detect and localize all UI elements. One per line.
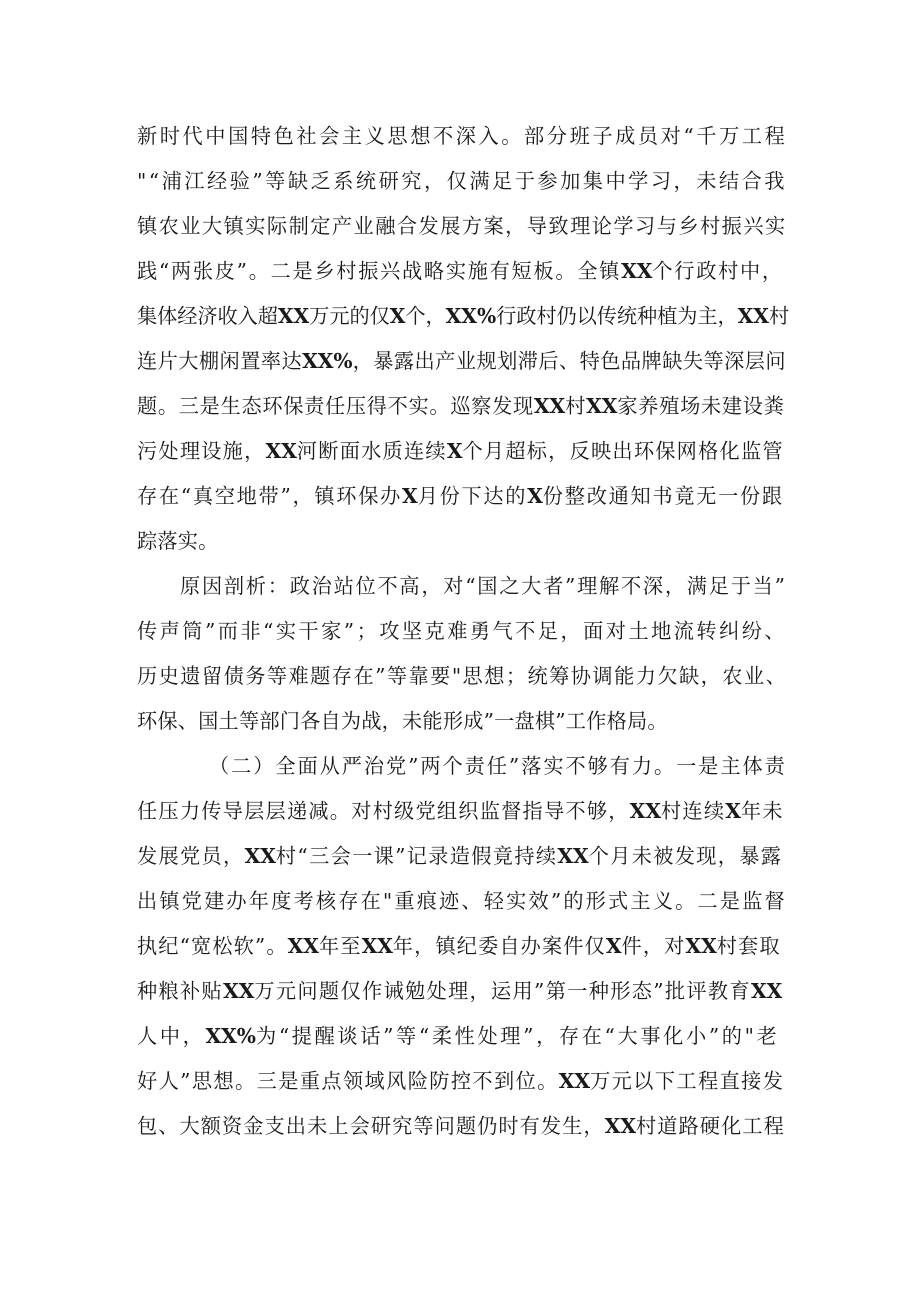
paragraph-2-line-3: 历史遗留债务等难题存在”等靠要"思想；统筹协调能力欠缺，农业、 bbox=[137, 664, 788, 688]
paragraph-3-line-8: 好人”思想。三是重点领域风险防控不到位。XX万元以下工程直接发 bbox=[137, 1069, 785, 1093]
paragraph-2-line-1: 原因剖析：政治站位不高，对“国之大者”理解不深，满足于当” bbox=[180, 574, 787, 598]
paragraph-1-line-7: 题。三是生态环保责任压得不实。巡察发现XX村XX家养殖场未建设粪 bbox=[137, 394, 785, 418]
paragraph-3-line-6: 种粮补贴XX万元问题仅作诫勉处理，运用”第一种形态”批评教育XX bbox=[137, 979, 783, 1003]
paragraph-3-line-3: 发展党员，XX村“三会一课”记录造假竟持续XX个月未被发现，暴露 bbox=[137, 844, 783, 868]
paragraph-1-line-10: 踪落实。 bbox=[137, 529, 219, 553]
paragraph-1-line-8: 污处理设施，XX河断面水质连续X个月超标，反映出环保网格化监管 bbox=[137, 439, 784, 463]
paragraph-3-line-2: 任压力传导层层递减。对村级党组织监督指导不够，XX村连续X年未 bbox=[137, 799, 784, 823]
paragraph-1-line-9: 存在“真空地带”，镇环保办X月份下达的X份整改通知书竟无一份跟 bbox=[137, 484, 784, 508]
paragraph-1-line-1: 新时代中国特色社会主义思想不深入。部分班子成员对“千万工程 bbox=[137, 124, 788, 148]
paragraph-2-line-4: 环保、国土等部门各自为战，未能形成”一盘棋”工作格局。 bbox=[137, 709, 668, 733]
paragraph-1-line-3: 镇农业大镇实际制定产业融合发展方案，导致理论学习与乡村振兴实 bbox=[137, 214, 787, 238]
paragraph-3-line-5: 执纪“宽松软”。XX年至XX年，镇纪委自办案件仅X件，对XX村套取 bbox=[137, 934, 781, 958]
paragraph-3-line-4: 出镇党建办年度考核存在"重痕迹、轻实效”的形式主义。二是监督 bbox=[137, 889, 787, 913]
paragraph-2-line-2: 传声筒”而非“实干家”；攻坚克难勇气不足，面对土地流转纠纷、 bbox=[137, 619, 788, 643]
paragraph-3-line-7: 人中，XX%为“提醒谈话”等“柔性处理”，存在“大事化小”的"老 bbox=[137, 1024, 780, 1048]
paragraph-3-line-9: 包、大额资金支出未上会研究等问题仍时有发生，XX村道路硬化工程 bbox=[137, 1114, 785, 1138]
paragraph-1-line-5: 集体经济收入超XX万元的仅X个，XX%行政村仍以传统种植为主，XX村 bbox=[137, 304, 790, 328]
section-heading-two-responsibilities: （二）全面从严治党”两个责任”落实不够有力。一是主体责 bbox=[209, 754, 787, 778]
paragraph-1-line-6: 连片大棚闲置率达XX%，暴露出产业规划滞后、特色品牌缺失等深层问 bbox=[137, 349, 787, 373]
paragraph-1-line-2: "“浦江经验”等缺乏系统研究，仅满足于参加集中学习，未结合我 bbox=[137, 169, 787, 193]
paragraph-1-line-4: 践“两张皮”。二是乡村振兴战略实施有短板。全镇XX个行政村中， bbox=[137, 259, 784, 283]
